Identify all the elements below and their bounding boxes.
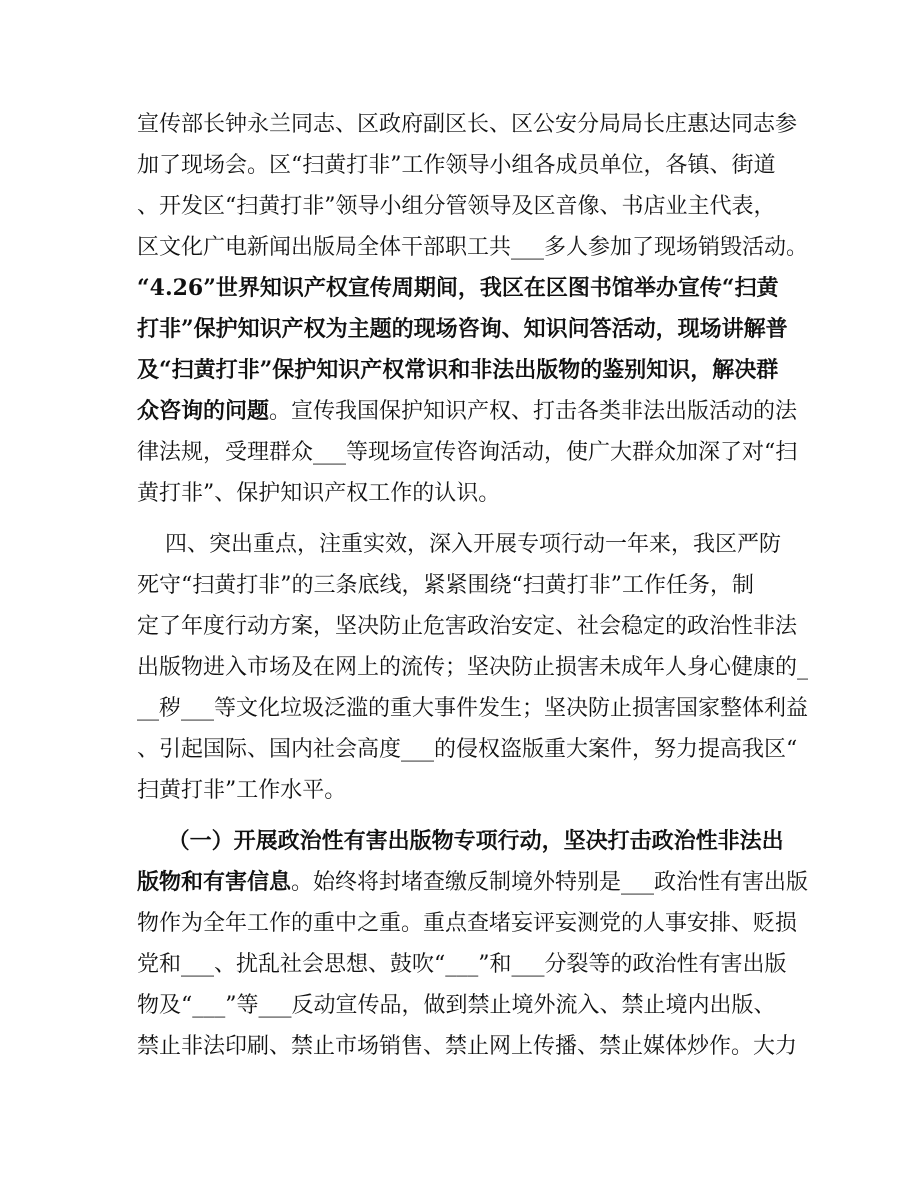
text-line: 区文化广电新闻出版局全体干部职工共___多人参加了现场销毁活动。	[137, 235, 809, 260]
bold-text-line: 打非”保护知识产权为主题的现场咨询、知识问答活动，现场讲解普	[137, 316, 788, 342]
text-line: __秽___等文化垃圾泛滥的重大事件发生；坚决防止损害国家整体利益	[137, 696, 809, 721]
text-line: 扫黄打非”工作水平。	[137, 778, 347, 803]
text-line: 物作为全年工作的重中之重。重点查堵妄评妄测党的人事安排、贬损	[137, 911, 798, 936]
text-line: 禁止非法印刷、禁止市场销售、禁止网上传播、禁止媒体炒作。大力	[137, 1034, 798, 1059]
text-line: 律法规，受理群众___等现场宣传咨询活动，使广大群众加深了对“扫	[137, 440, 798, 465]
text-line: 四、突出重点，注重实效，深入开展专项行动一年来，我区严防	[137, 532, 781, 557]
text-line: 、开发区“扫黄打非”领导小组分管领导及区音像、书店业主代表，	[137, 194, 776, 219]
text-line: 黄打非”、保护知识产权工作的认识。	[137, 481, 501, 506]
normal-phrase: 。宣传我国保护知识产权、打击各类非法出版活动的法	[269, 399, 798, 424]
text-line: 死守“扫黄打非”的三条底线，紧紧围绕“扫黄打非”工作任务，制	[137, 573, 754, 598]
text-line: 、引起国际、国内社会高度___的侵权盗版重大案件，努力提高我区“	[137, 737, 798, 762]
bold-text-line: （一）开展政治性有害出版物专项行动，坚决打击政治性非法出	[137, 828, 784, 854]
text-line: 定了年度行动方案，坚决防止危害政治安定、社会稳定的政治性非法	[137, 614, 798, 639]
mixed-text-line	[137, 862, 809, 903]
body-text	[137, 104, 809, 1067]
bold-phrase: 版物和有害信息	[137, 869, 292, 895]
text-line: 加了现场会。区“扫黄打非”工作领导小组各成员单位，各镇、街道	[137, 153, 776, 178]
normal-phrase: 。始终将封堵查缴反制境外特别是___政治性有害出版	[291, 870, 809, 895]
text-line: 党和___、扰乱社会思想、鼓吹“___”和___分裂等的政治性有害出版	[137, 952, 787, 977]
bold-phrase: 众咨询的问题	[137, 398, 270, 424]
bold-text-line: “4.26”世界知识产权宣传周期间，我区在区图书馆举办宣传“扫黄	[137, 275, 779, 301]
text-line: 出版物进入市场及在网上的流传；坚决防止损害未成年人身心健康的_	[137, 655, 809, 680]
text-line: 物及“___”等___反动宣传品，做到禁止境外流入、禁止境内出版、	[137, 993, 776, 1018]
text-line: 宣传部长钟永兰同志、区政府副区长、区公安分局局长庄惠达同志参	[137, 112, 798, 137]
mixed-text-line	[137, 391, 798, 432]
bold-text-line: 及“扫黄打非”保护知识产权常识和非法出版物的鉴别知识，解决群	[137, 357, 779, 383]
